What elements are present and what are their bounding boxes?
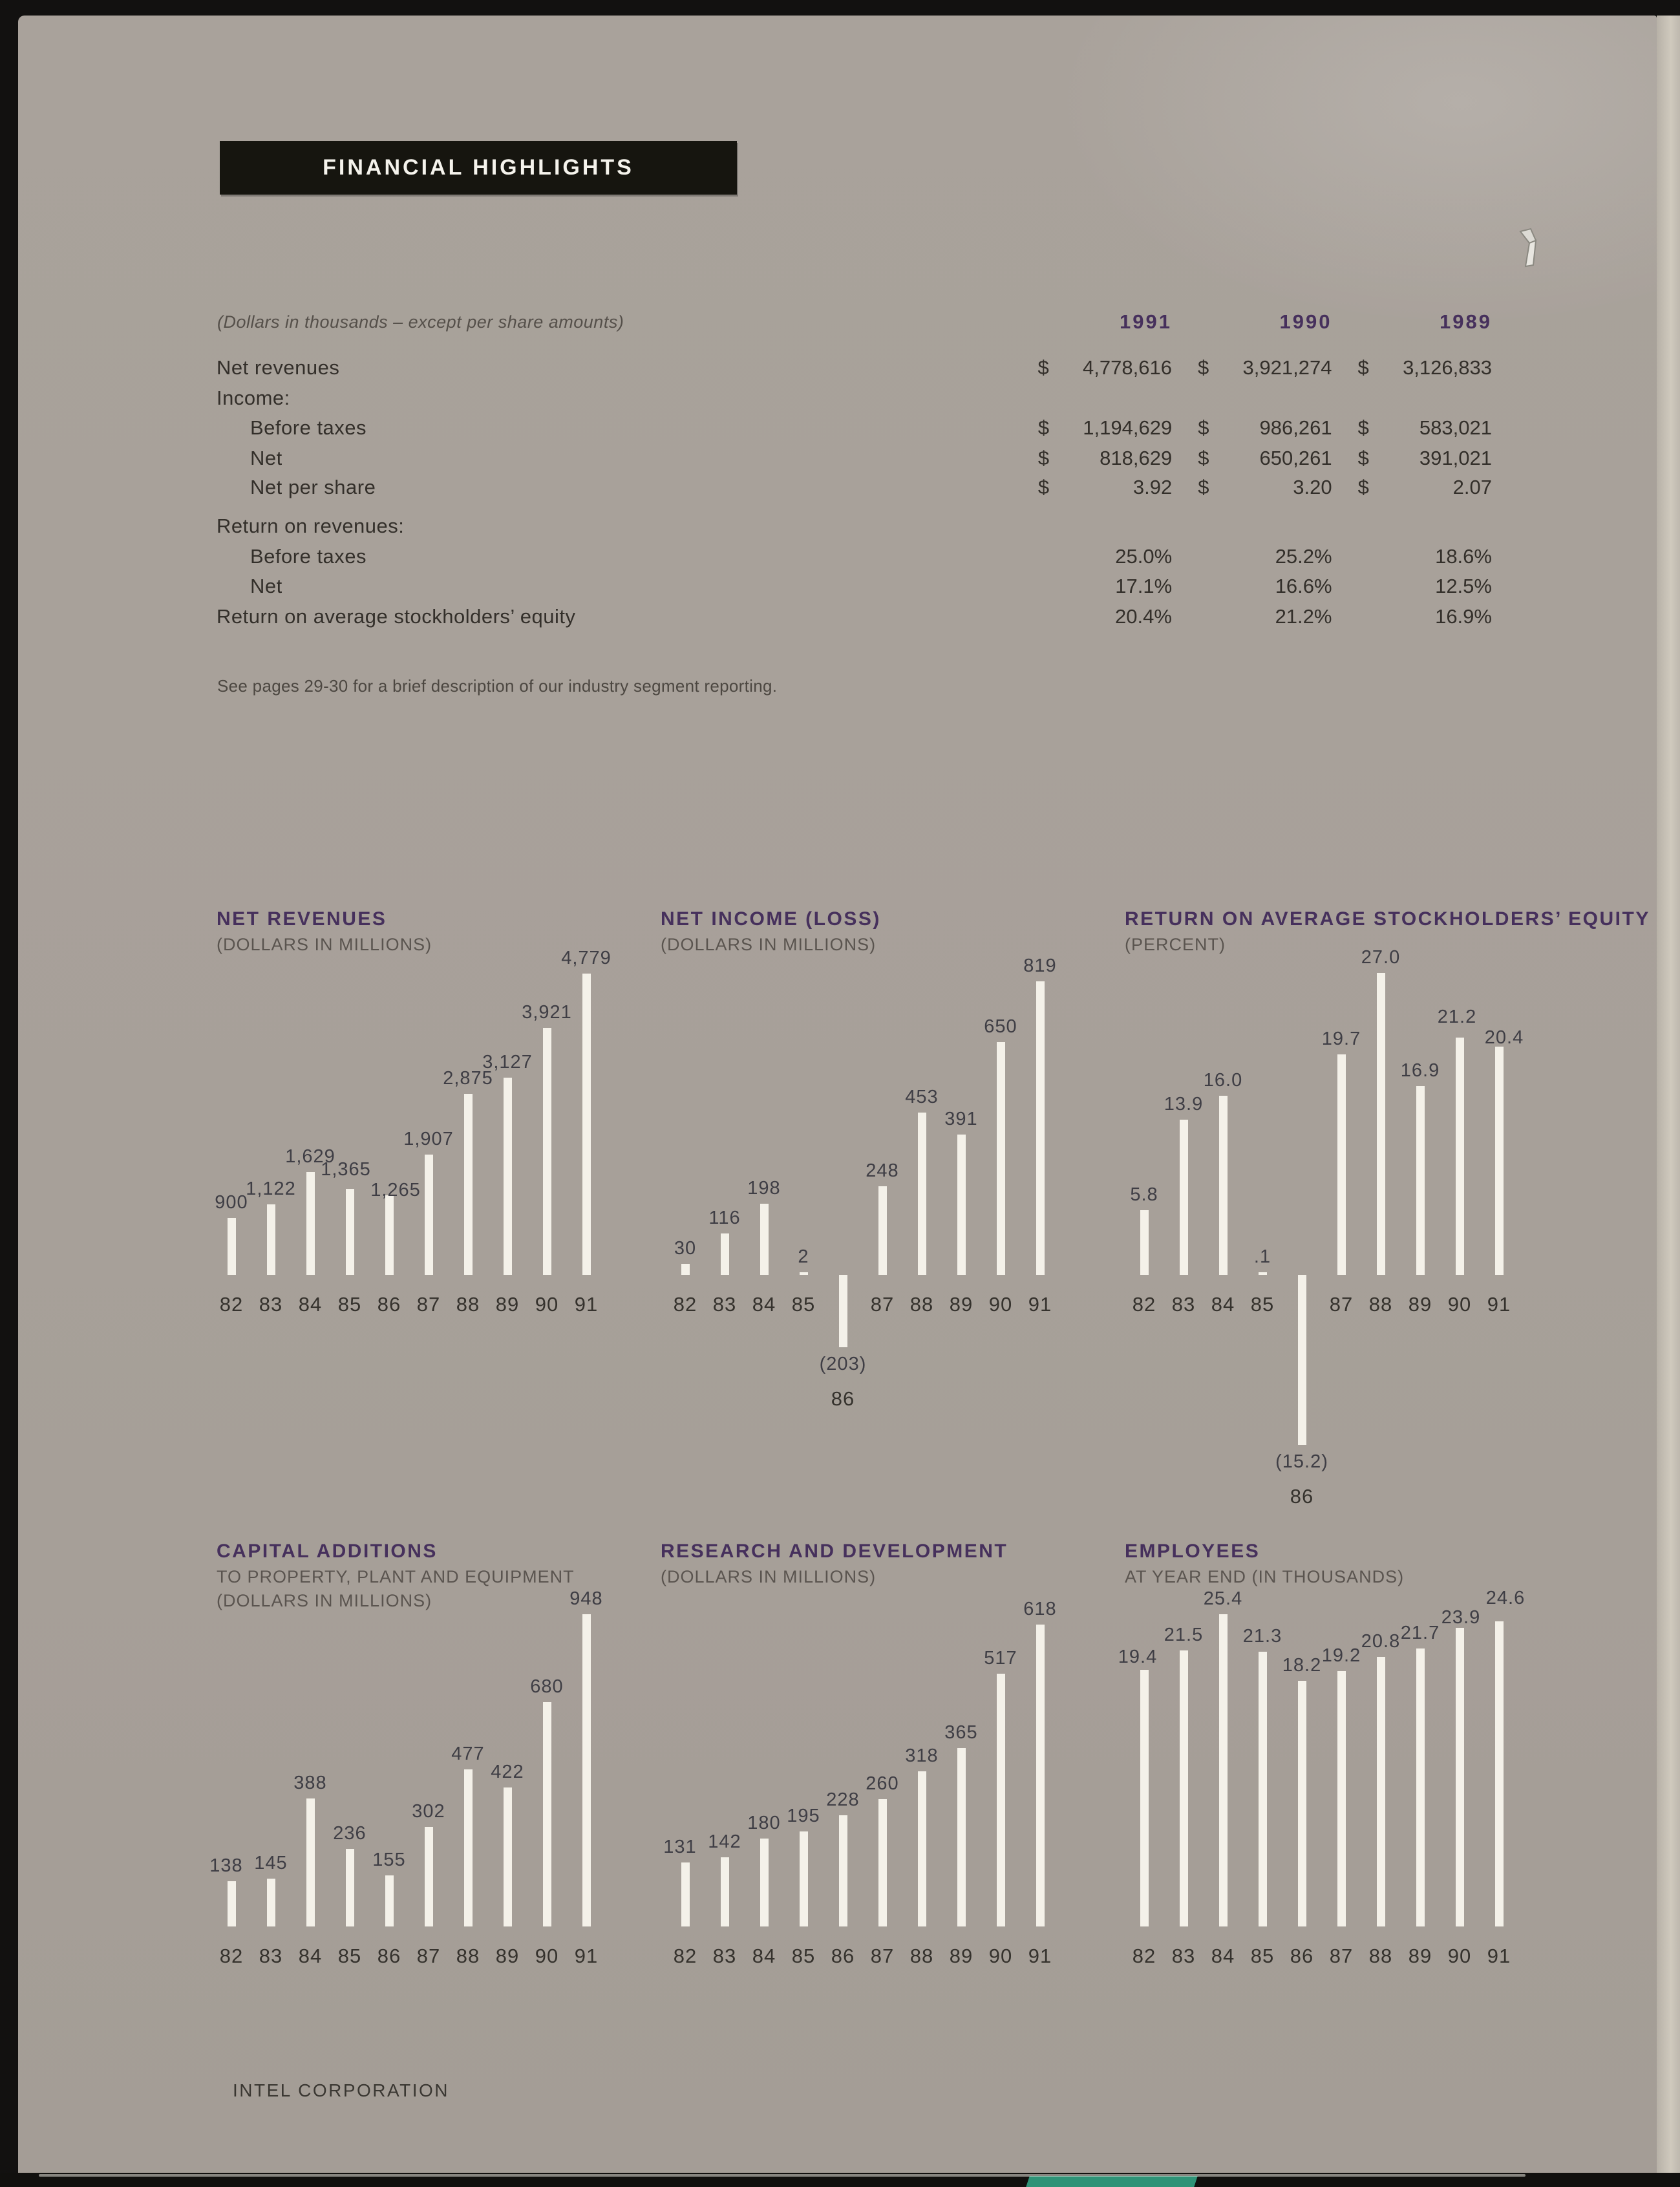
bar xyxy=(681,1264,690,1275)
bar xyxy=(957,1135,966,1275)
bar xyxy=(1180,1650,1188,1926)
axis-year-label: 86 xyxy=(377,1293,401,1316)
chart-subtitle: (DOLLARS IN MILLIONS) xyxy=(661,1567,877,1586)
bar xyxy=(681,1862,690,1926)
axis-year-label: 83 xyxy=(1171,1293,1196,1316)
table-row xyxy=(217,356,1492,379)
axis-year-label: 83 xyxy=(259,1945,283,1967)
bar xyxy=(228,1881,236,1926)
axis-year-label: 85 xyxy=(337,1945,362,1967)
bar xyxy=(760,1204,769,1275)
table-row xyxy=(217,605,1492,628)
axis-year-label: 84 xyxy=(752,1945,776,1967)
axis-year-label: 84 xyxy=(298,1945,323,1967)
bar-value-label: 1,122 xyxy=(246,1179,296,1199)
axis-year-label: 88 xyxy=(456,1945,480,1967)
row-value-cell xyxy=(1358,545,1492,568)
bar-value-label: 19.7 xyxy=(1321,1029,1361,1049)
bar xyxy=(306,1172,315,1275)
cell-number: 583,021 xyxy=(1419,416,1492,439)
axis-year-label: 84 xyxy=(1211,1293,1235,1316)
bar-value-label: 236 xyxy=(333,1823,367,1844)
bar xyxy=(1416,1648,1425,1926)
bar xyxy=(800,1831,808,1926)
chart-subtitle: (PERCENT) xyxy=(1125,935,1226,954)
bar-value-label: 3,921 xyxy=(522,1002,572,1023)
chart-title: CAPITAL ADDITIONS xyxy=(217,1541,438,1562)
bar xyxy=(839,1815,847,1926)
axis-year-label: 89 xyxy=(1408,1945,1432,1967)
dollar-sign: $ xyxy=(1357,416,1369,439)
bar-value-label: 198 xyxy=(747,1178,781,1199)
axis-year-label: 90 xyxy=(988,1945,1013,1967)
bar xyxy=(543,1702,551,1926)
bar xyxy=(1377,973,1385,1275)
axis-year-label: 85 xyxy=(791,1293,816,1316)
bar-value-label: 20.4 xyxy=(1484,1027,1524,1048)
bar xyxy=(1337,1054,1346,1275)
bar-value-label: 1,365 xyxy=(321,1159,371,1180)
axis-year-label: 87 xyxy=(1329,1945,1354,1967)
bar-value-label: 618 xyxy=(1023,1599,1057,1619)
dollar-sign: $ xyxy=(1357,447,1369,469)
row-value-cell xyxy=(1358,416,1492,440)
axis-year-label: 85 xyxy=(337,1293,362,1316)
axis-year-label: 91 xyxy=(1487,1945,1511,1967)
axis-year-label: 86 xyxy=(1290,1945,1314,1967)
bar-value-label: 1,907 xyxy=(403,1129,454,1149)
row-value-cell xyxy=(1198,575,1332,598)
bar-value-label: 900 xyxy=(215,1192,248,1213)
section-banner xyxy=(220,141,737,195)
bar xyxy=(721,1233,729,1275)
row-value-cell xyxy=(1038,545,1172,568)
axis-year-label: 88 xyxy=(1368,1945,1393,1967)
cell-number: 986,261 xyxy=(1259,416,1332,439)
paper-background xyxy=(18,16,1657,2175)
row-value-cell xyxy=(1198,447,1332,470)
axis-year-label: 88 xyxy=(456,1293,480,1316)
bar xyxy=(504,1078,512,1275)
axis-year-label: 89 xyxy=(495,1293,520,1316)
row-label: Return on average stockholders’ equity xyxy=(217,605,576,628)
table-row xyxy=(217,545,1492,568)
row-value-cell xyxy=(1198,545,1332,568)
cell-number: 25.0% xyxy=(1115,545,1173,568)
bar-value-label: 145 xyxy=(254,1853,288,1873)
bar xyxy=(918,1113,926,1275)
bar xyxy=(346,1189,354,1275)
bar-value-label: 819 xyxy=(1023,955,1057,976)
bar xyxy=(1180,1120,1188,1275)
cell-number: 4,778,616 xyxy=(1083,356,1172,379)
bar-value-label: 27.0 xyxy=(1361,947,1401,968)
dollar-sign: $ xyxy=(1198,416,1209,439)
row-label: Before taxes xyxy=(250,416,367,439)
bar-value-label: (15.2) xyxy=(1275,1451,1328,1472)
row-value-cell xyxy=(1358,447,1492,470)
bar xyxy=(1036,981,1045,1275)
axis-year-label: 90 xyxy=(535,1293,559,1316)
bar xyxy=(1495,1047,1504,1275)
cell-number: 16.6% xyxy=(1275,575,1332,597)
bar-value-label: 248 xyxy=(866,1160,899,1181)
row-value-cell xyxy=(1358,476,1492,499)
bar xyxy=(504,1787,512,1926)
row-value-cell xyxy=(1198,605,1332,628)
year-header-1991: 1991 xyxy=(1119,310,1172,333)
row-value-cell xyxy=(1357,605,1492,628)
bar-value-label: 30 xyxy=(674,1238,697,1259)
row-value-cell xyxy=(1038,416,1172,440)
dollar-sign: $ xyxy=(1037,447,1050,469)
axis-year-label: 87 xyxy=(416,1293,441,1316)
bar-value-label: 131 xyxy=(663,1837,697,1857)
row-value-cell xyxy=(1198,476,1332,499)
page-right-edge xyxy=(1657,16,1680,2175)
bar-value-label: 365 xyxy=(944,1722,978,1743)
bar-value-label: 3,127 xyxy=(482,1052,533,1072)
page-footer: INTEL CORPORATION xyxy=(233,2080,449,2100)
bar xyxy=(582,1614,591,1926)
bar xyxy=(760,1839,769,1926)
bar-value-label: 21.3 xyxy=(1242,1626,1282,1647)
axis-year-label: 82 xyxy=(1132,1293,1156,1316)
chart-subtitle: (DOLLARS IN MILLIONS) xyxy=(217,1591,432,1610)
axis-year-label: 85 xyxy=(791,1945,816,1967)
page-bottom-edge-highlight xyxy=(39,2174,1526,2177)
dollar-sign: $ xyxy=(1037,356,1049,379)
dollar-sign: $ xyxy=(1198,447,1209,469)
chart-subtitle: (DOLLARS IN MILLIONS) xyxy=(217,935,432,954)
axis-year-label: 90 xyxy=(988,1293,1013,1316)
bar-value-label: 180 xyxy=(747,1813,781,1833)
row-value-cell xyxy=(1198,416,1332,440)
table-row xyxy=(217,387,1492,410)
row-value-cell xyxy=(1038,575,1172,598)
bar xyxy=(543,1028,551,1275)
bar xyxy=(464,1769,473,1926)
bar xyxy=(425,1155,433,1275)
cell-number: 650,261 xyxy=(1259,447,1332,469)
axis-year-label: 85 xyxy=(1250,1945,1275,1967)
axis-year-label: 90 xyxy=(1447,1293,1472,1316)
row-value-cell xyxy=(1037,605,1172,628)
bar-value-label: 21.5 xyxy=(1164,1625,1204,1645)
bar-value-label: 16.9 xyxy=(1400,1060,1440,1081)
axis-year-label: 83 xyxy=(712,1945,737,1967)
bar xyxy=(306,1798,315,1926)
axis-year-label: 83 xyxy=(259,1293,283,1316)
bar-value-label: 1,265 xyxy=(370,1180,421,1200)
cell-number: 17.1% xyxy=(1115,575,1173,597)
axis-year-label: 82 xyxy=(673,1945,697,1967)
cell-number: 3.92 xyxy=(1132,476,1173,498)
bar xyxy=(1495,1621,1504,1926)
row-label: Net xyxy=(250,447,282,469)
bar xyxy=(1298,1275,1306,1445)
table-row xyxy=(217,515,1492,538)
bar-value-label: 948 xyxy=(569,1588,603,1609)
row-value-cell xyxy=(1038,447,1172,470)
cell-number: 2.07 xyxy=(1452,476,1492,498)
axis-year-label: 88 xyxy=(1368,1293,1393,1316)
bar xyxy=(346,1849,354,1926)
bar-value-label: 138 xyxy=(209,1855,243,1876)
table-year-header-row xyxy=(217,310,1492,334)
bar xyxy=(425,1827,433,1926)
axis-year-label: 89 xyxy=(949,1293,973,1316)
axis-year-label: 89 xyxy=(1408,1293,1432,1316)
bar-value-label: 155 xyxy=(372,1850,406,1870)
cell-number: 16.9% xyxy=(1435,605,1492,628)
bar xyxy=(1219,1096,1228,1275)
cell-number: 18.6% xyxy=(1435,545,1492,568)
bar-value-label: 680 xyxy=(530,1676,564,1697)
bar-value-label: 116 xyxy=(708,1208,741,1228)
row-label: Return on revenues: xyxy=(217,515,405,537)
banner-title: FINANCIAL HIGHLIGHTS xyxy=(323,155,634,180)
bar xyxy=(957,1748,966,1926)
bar xyxy=(385,1195,394,1275)
axis-year-label: 82 xyxy=(219,1945,244,1967)
axis-year-label: 87 xyxy=(1329,1293,1354,1316)
bar-value-label: 5.8 xyxy=(1130,1184,1158,1205)
year-header-spacer xyxy=(217,310,1012,334)
axis-year-label: 90 xyxy=(1447,1945,1472,1967)
bar xyxy=(1416,1086,1425,1275)
cell-number: 1,194,629 xyxy=(1083,416,1173,439)
row-value-cell xyxy=(1358,575,1492,598)
bar-value-label: 228 xyxy=(826,1789,860,1810)
table-row xyxy=(217,447,1492,470)
staple-artifact xyxy=(1516,228,1542,270)
bar-value-label: 19.2 xyxy=(1321,1645,1361,1666)
chart-title: RESEARCH AND DEVELOPMENT xyxy=(661,1541,1008,1562)
axis-year-label: 83 xyxy=(1171,1945,1196,1967)
axis-year-label: 87 xyxy=(870,1293,895,1316)
dollar-sign: $ xyxy=(1357,476,1369,498)
axis-year-label: 91 xyxy=(1487,1293,1511,1316)
bar-value-label: 388 xyxy=(293,1773,327,1793)
chart-title: NET REVENUES xyxy=(217,908,387,930)
bar-value-label: 20.8 xyxy=(1361,1631,1401,1652)
row-label: Net xyxy=(250,575,282,597)
bar xyxy=(1259,1272,1267,1275)
row-label: Net per share xyxy=(250,476,376,498)
bar xyxy=(997,1674,1005,1926)
axis-year-label: 91 xyxy=(1028,1293,1052,1316)
bar-value-label: 142 xyxy=(708,1831,741,1852)
row-value-cell xyxy=(1357,356,1492,379)
axis-year-label: 89 xyxy=(949,1945,973,1967)
chart-title: RETURN ON AVERAGE STOCKHOLDERS’ EQUITY xyxy=(1125,908,1650,930)
axis-year-label: 84 xyxy=(752,1293,776,1316)
bar-value-label: (203) xyxy=(819,1354,867,1374)
bar-value-label: 2,875 xyxy=(443,1068,493,1089)
cell-number: 391,021 xyxy=(1419,447,1492,469)
teal-strip xyxy=(1026,2176,1198,2187)
bar xyxy=(839,1275,847,1347)
bar xyxy=(1259,1652,1267,1926)
bar-value-label: 650 xyxy=(984,1016,1017,1037)
axis-year-label: 83 xyxy=(712,1293,737,1316)
row-value-cell xyxy=(1198,356,1332,379)
cell-number: 3,126,833 xyxy=(1403,356,1492,379)
bar xyxy=(878,1186,887,1275)
dollar-sign: $ xyxy=(1037,416,1050,439)
dollar-sign: $ xyxy=(1037,476,1050,498)
dollar-sign: $ xyxy=(1197,356,1209,379)
bar-value-label: 260 xyxy=(866,1773,899,1794)
table-row xyxy=(217,416,1492,440)
axis-year-label: 86 xyxy=(831,1387,855,1410)
axis-year-label: 91 xyxy=(574,1293,599,1316)
axis-year-label: 89 xyxy=(495,1945,520,1967)
bar-value-label: 422 xyxy=(491,1762,524,1782)
bar-value-label: 25.4 xyxy=(1203,1588,1243,1609)
chart-title: NET INCOME (LOSS) xyxy=(661,908,881,930)
row-label: Income: xyxy=(217,387,290,409)
bar-value-label: 477 xyxy=(451,1744,485,1764)
bar-value-label: 13.9 xyxy=(1164,1094,1204,1115)
bar-value-label: 318 xyxy=(905,1745,939,1766)
bar xyxy=(1456,1628,1464,1926)
chart-subtitle: TO PROPERTY, PLANT AND EQUIPMENT xyxy=(217,1567,575,1586)
bar xyxy=(1337,1671,1346,1926)
bar xyxy=(878,1799,887,1926)
table-row xyxy=(217,476,1492,499)
table-units-note: (Dollars in thousands – except per share amounts) xyxy=(217,312,624,332)
axis-year-label: 90 xyxy=(535,1945,559,1967)
axis-year-label: 82 xyxy=(219,1293,244,1316)
axis-year-label: 87 xyxy=(870,1945,895,1967)
bar-value-label: .1 xyxy=(1253,1246,1271,1267)
cell-number: 12.5% xyxy=(1435,575,1492,597)
cell-number: 3,921,274 xyxy=(1242,356,1332,379)
bar xyxy=(1456,1038,1464,1275)
cell-number: 20.4% xyxy=(1115,605,1172,628)
bar xyxy=(267,1204,275,1275)
bar-value-label: 453 xyxy=(905,1087,939,1107)
row-value-cell xyxy=(1037,356,1172,379)
bar xyxy=(1140,1210,1149,1275)
bar-value-label: 19.4 xyxy=(1118,1647,1158,1667)
bar-value-label: 23.9 xyxy=(1441,1607,1481,1628)
dollar-sign: $ xyxy=(1198,476,1209,498)
bar xyxy=(997,1042,1005,1275)
bar xyxy=(1140,1670,1149,1926)
bar-value-label: 21.2 xyxy=(1437,1007,1477,1027)
axis-year-label: 88 xyxy=(909,1945,934,1967)
chart-subtitle: (DOLLARS IN MILLIONS) xyxy=(661,935,877,954)
bar xyxy=(1377,1657,1385,1926)
axis-year-label: 86 xyxy=(1290,1485,1314,1508)
bar xyxy=(1219,1614,1228,1926)
bar xyxy=(582,974,591,1275)
chart-title: EMPLOYEES xyxy=(1125,1541,1260,1562)
bar-value-label: 18.2 xyxy=(1282,1655,1322,1676)
cell-number: 21.2% xyxy=(1275,605,1332,628)
bar-value-label: 302 xyxy=(412,1801,445,1822)
dollar-sign: $ xyxy=(1357,356,1369,379)
year-header-1989: 1989 xyxy=(1440,310,1492,333)
bar-value-label: 517 xyxy=(984,1648,1017,1669)
axis-year-label: 91 xyxy=(574,1945,599,1967)
row-label: Net revenues xyxy=(217,356,340,379)
bar-value-label: 1,629 xyxy=(285,1146,335,1167)
axis-year-label: 86 xyxy=(377,1945,401,1967)
bar xyxy=(464,1094,473,1275)
chart-subtitle: AT YEAR END (IN THOUSANDS) xyxy=(1125,1567,1405,1586)
bar-value-label: 21.7 xyxy=(1400,1623,1440,1643)
row-label: Before taxes xyxy=(250,545,367,568)
bar xyxy=(385,1875,394,1926)
axis-year-label: 82 xyxy=(1132,1945,1156,1967)
bar-value-label: 24.6 xyxy=(1485,1588,1526,1608)
axis-year-label: 82 xyxy=(673,1293,697,1316)
bar xyxy=(228,1218,236,1275)
axis-year-label: 84 xyxy=(1211,1945,1235,1967)
bar-value-label: 2 xyxy=(798,1246,809,1267)
axis-year-label: 84 xyxy=(298,1293,323,1316)
cell-number: 25.2% xyxy=(1275,545,1332,568)
table-row xyxy=(217,575,1492,598)
axis-year-label: 86 xyxy=(831,1945,855,1967)
bar xyxy=(918,1771,926,1926)
axis-year-label: 91 xyxy=(1028,1945,1052,1967)
axis-year-label: 85 xyxy=(1250,1293,1275,1316)
row-value-cell xyxy=(1038,476,1172,499)
bar xyxy=(267,1879,275,1926)
axis-year-label: 87 xyxy=(416,1945,441,1967)
bar-value-label: 391 xyxy=(944,1109,978,1129)
bar xyxy=(1036,1625,1045,1926)
cell-number: 3.20 xyxy=(1293,476,1332,498)
year-header-1990: 1990 xyxy=(1279,310,1332,333)
bar-value-label: 195 xyxy=(787,1806,820,1826)
bar xyxy=(800,1272,808,1275)
bar xyxy=(721,1857,729,1926)
cell-number: 818,629 xyxy=(1100,447,1173,469)
bar-value-label: 16.0 xyxy=(1203,1070,1243,1091)
bar-value-label: 4,779 xyxy=(561,948,611,968)
axis-year-label: 88 xyxy=(909,1293,934,1316)
bar xyxy=(1298,1681,1306,1926)
segment-reporting-footnote: See pages 29-30 for a brief description of our industry segment reporting. xyxy=(217,676,778,696)
